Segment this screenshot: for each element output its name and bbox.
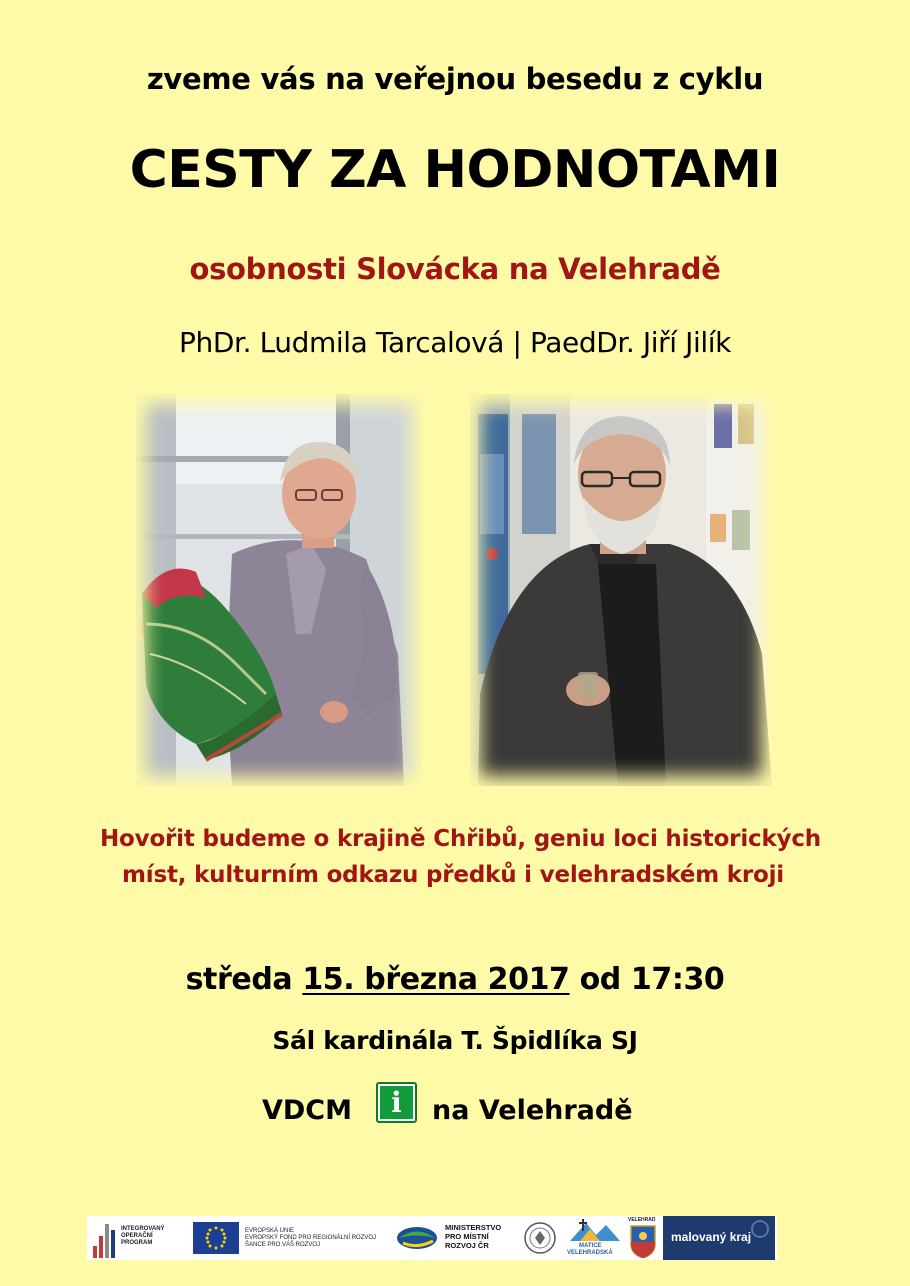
date-day: středa (185, 962, 293, 997)
velehrad-coat-of-arms-icon (629, 1224, 657, 1258)
swirl-icon (749, 1218, 771, 1240)
mmr-line3: ROZVOJ ČR (445, 1241, 489, 1250)
mmr-logo (393, 1216, 517, 1260)
info-glyph: i (380, 1086, 413, 1119)
matice-emblem-icon (566, 1217, 624, 1243)
iop-line3: PROGRAM (121, 1240, 153, 1246)
place-row (0, 1082, 910, 1132)
info-icon (376, 1082, 417, 1123)
malovany-kraj-label: malovaný kraj (671, 1230, 752, 1244)
velehrad-label: VELEHRAD (628, 1217, 656, 1223)
event-subtitle: osobnosti Slovácka na Velehradě (189, 252, 721, 286)
matice-logo (563, 1216, 627, 1260)
seal-logo (523, 1216, 559, 1260)
photo-speaker-2 (470, 394, 772, 786)
mmr-line1: MINISTERSTVO (445, 1223, 502, 1232)
topic-line-2: míst, kulturním odkazu předků i velehradském kroji (122, 862, 784, 888)
org-name: VDCM (262, 1095, 352, 1126)
photo-speaker-1 (136, 394, 422, 786)
eu-line3: ŠANCE PRO VÁŠ ROZVOJ (245, 1242, 321, 1248)
mmr-emblem-icon (395, 1223, 439, 1253)
eu-logo (191, 1216, 387, 1260)
sponsor-logo-strip (87, 1216, 777, 1260)
iop-logo (89, 1216, 185, 1260)
date-time: od 17:30 (579, 962, 725, 997)
iop-line1: INTEGROVANÝ (121, 1226, 165, 1232)
venue: Sál kardinála T. Špidlíka SJ (272, 1026, 638, 1055)
event-title: CESTY ZA HODNOTAMI (129, 140, 781, 200)
iop-line2: OPERAČNÍ (121, 1233, 153, 1239)
place-name: na Velehradě (432, 1095, 633, 1126)
matice-line2: VELEHRADSKÁ (567, 1250, 613, 1256)
malovany-kraj-logo (663, 1216, 775, 1260)
velehrad-logo (627, 1216, 659, 1260)
topic-line-1: Hovořit budeme o krajině Chřibů, geniu loci historických (100, 826, 821, 852)
eu-flag-icon (193, 1222, 239, 1254)
date-date: 15. března 2017 (302, 962, 570, 997)
eu-line2: EVROPSKÝ FOND PRO REGIONÁLNÍ ROZVOJ (245, 1235, 377, 1241)
eu-line1: EVROPSKÁ UNIE (245, 1228, 295, 1234)
seal-icon (523, 1221, 557, 1255)
speakers-line: PhDr. Ludmila Tarcalová | PaedDr. Jiří Jilík (179, 326, 731, 359)
mmr-line2: PRO MÍSTNÍ (445, 1232, 489, 1241)
date-line (0, 962, 910, 997)
matice-line1: MATICE (579, 1243, 602, 1249)
intro-text: zveme vás na veřejnou besedu z cyklu (146, 62, 764, 96)
